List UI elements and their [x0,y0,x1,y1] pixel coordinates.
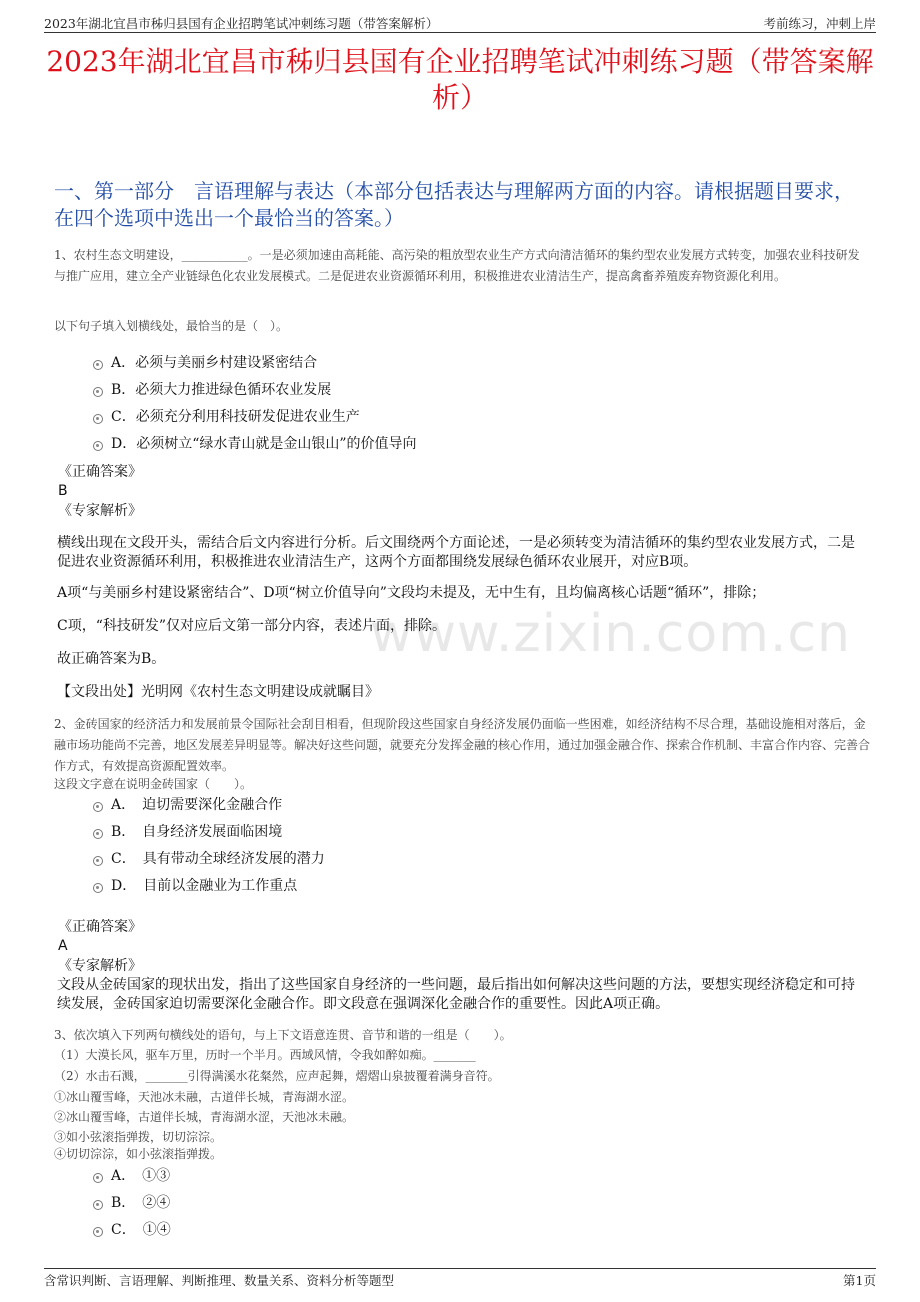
q1-analysis-para-3: C项，“科技研发”仅对应后文第一部分内容，表述片面，排除。 [57,618,447,634]
option-label: D．必须树立“绿水青山就是金山银山”的价值导向 [111,436,417,452]
q2-answer: A [58,938,68,954]
q1-source: 【文段出处】光明网《农村生态文明建设成就瞩目》 [57,684,379,700]
q1-answer: B [58,483,68,499]
radio-icon[interactable] [93,414,103,424]
q1-option-a[interactable] [93,352,317,374]
q2-option-b[interactable] [93,821,282,843]
radio-icon[interactable] [93,883,103,893]
q1-option-d[interactable] [93,433,417,455]
question-3-text: 3、依次填入下列两句横线处的语句，与上下文语意连贯、音节和谐的一组是（ ）。 [54,1028,512,1042]
section-heading: 一、第一部分 言语理解与表达（本部分包括表达与理解两方面的内容。请根据题目要求，在四个选项中选出一个最恰当的答案。） [54,179,854,230]
page-number: 第1页 [843,1273,876,1288]
q2-analysis-label: 《专家解析》 [58,958,142,974]
footer-note: 含常识判断、言语理解、判断推理、数量关系、资料分析等题型 [44,1273,395,1288]
option-label: B． ②④ [111,1195,171,1211]
q3-line-6: ④切切淙淙，如小弦滚指弹拨。 [54,1147,223,1161]
option-label: C． ①④ [111,1222,171,1238]
option-label: B．必须大力推进绿色循环农业发展 [111,382,332,398]
q1-analysis-label: 《专家解析》 [58,503,142,519]
q3-line-4: ②冰山覆雪峰，古道伴长城，青海湖水涩，天池冰未融。 [54,1110,355,1124]
radio-icon[interactable] [93,802,103,812]
option-label: C．必须充分利用科技研发促进农业生产 [111,409,360,425]
q2-option-a[interactable] [93,794,282,816]
q1-option-c[interactable] [93,406,360,428]
q3-option-a[interactable] [93,1165,170,1187]
q3-line-5: ③如小弦滚指弹拨，切切淙淙。 [54,1130,223,1144]
q1-option-b[interactable] [93,379,331,401]
q3-line-3: ①冰山覆雪峰，天池冰未融，古道伴长城，青海湖水涩。 [54,1090,355,1104]
radio-icon[interactable] [93,441,103,451]
radio-icon[interactable] [93,856,103,866]
q2-option-d[interactable] [93,875,297,897]
radio-icon[interactable] [93,387,103,397]
q1-analysis-para-4: 故正确答案为B。 [57,651,166,667]
question-2-prompt: 这段文字意在说明金砖国家（ ）。 [54,777,253,791]
question-1-prompt: 以下句子填入划横线处，最恰当的是（ ）。 [54,319,289,333]
option-label: A．必须与美丽乡村建设紧密结合 [111,355,318,371]
q2-option-c[interactable] [93,848,325,870]
watermark: www.zixin.com.cn [370,604,851,664]
question-2-text: 2、金砖国家的经济活力和发展前景令国际社会刮目相看，但现阶段这些国家自身经济发展仍面临一些困难，如经济结构不尽合理，基础设施相对落后，金融市场功能尚不完善，地区发展差异明显等。解决好这些问题，就要充分发挥金融的核心作用，通过加强金融合作、探索合作机制、丰富合作内容、完善合作方式，有效提高资源配置效率。 [54,717,871,773]
radio-icon[interactable] [93,829,103,839]
q3-line-2: （2）水击石溅，_______引得满溪水花粲然，应声起舞，熠熠山泉披覆着满身音符。 [54,1069,500,1083]
question-1-text: 1、农村生态文明建设，___________。一是必须加速由高耗能、高污染的粗放型农业生产方式向清洁循环的集约型农业发展方式转变，加强农业科技研发与推广应用，建立全产业链绿色化农业发展模式。二是促进农业资源循环利用，积极推进农业清洁生产，提高禽畜养殖废弃物资源化利用。 [54,248,860,283]
q1-analysis-para-2: A项“与美丽乡村建设紧密结合”、D项“树立价值导向”文段均未提及，无中生有，且均偏离核心话题“循环”，排除； [57,585,766,601]
option-label: A． ①③ [111,1168,171,1184]
page-footer [44,1268,876,1289]
option-label: D． 目前以金融业为工作重点 [111,878,298,894]
q3-option-c[interactable] [93,1219,171,1241]
option-label: C． 具有带动全球经济发展的潜力 [111,851,325,867]
radio-icon[interactable] [93,1173,103,1183]
q1-answer-label: 《正确答案》 [58,464,142,480]
header-title: 2023年湖北宜昌市秭归县国有企业招聘笔试冲刺练习题（带答案解析） [44,16,439,31]
radio-icon[interactable] [93,1227,103,1237]
option-label: A． 迫切需要深化金融合作 [111,797,283,813]
header-slogan: 考前练习，冲刺上岸 [763,16,876,31]
q3-option-b[interactable] [93,1192,170,1214]
radio-icon[interactable] [93,360,103,370]
q2-analysis: 文段从金砖国家的现状出发，指出了这些国家自身经济的一些问题，最后指出如何解决这些问题的方法，要想实现经济稳定和可持续发展，金砖国家迫切需要深化金融合作。即文段意在强调深化金融合作的重要性。因此A项正确。 [57,977,855,1012]
q1-analysis-para-1: 横线出现在文段开头，需结合后文内容进行分析。后文围绕两个方面论述，一是必须转变为清洁循环的集约型农业发展方式，二是促进农业资源循环利用，积极推进农业清洁生产，这两个方面都围绕发展绿色循环农业展开，对应B项。 [57,535,855,570]
radio-icon[interactable] [93,1200,103,1210]
option-label: B． 自身经济发展面临困境 [111,824,283,840]
page-header [44,12,876,33]
document-title: 2023年湖北宜昌市秭归县国有企业招聘笔试冲刺练习题（带答案解析） [46,45,874,114]
q3-line-1: （1）大漠长风，驱车万里，历时一个半月。西域风情，令我如醉如痴。_______ [54,1048,476,1062]
q2-answer-label: 《正确答案》 [58,919,142,935]
